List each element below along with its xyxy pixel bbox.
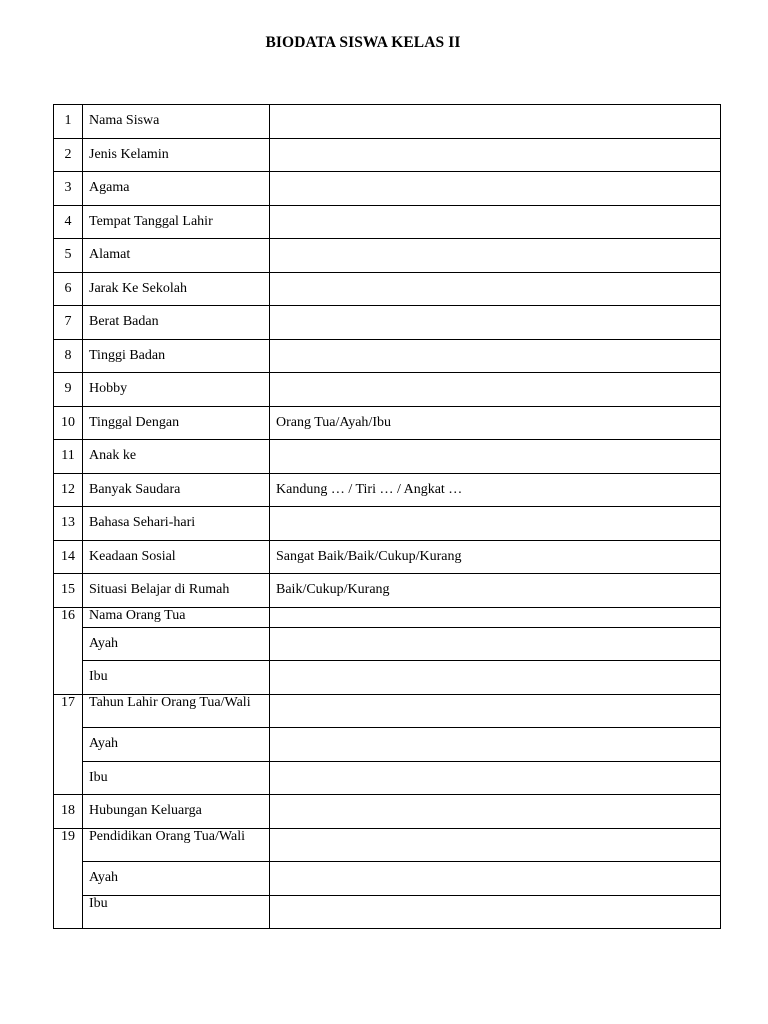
table-row [54, 373, 721, 407]
row-label: Tinggi Badan [83, 339, 270, 373]
row-number: 17 [54, 694, 83, 795]
row-value-field[interactable] [270, 440, 721, 474]
table-row [54, 895, 721, 929]
row-value-field[interactable] [270, 828, 721, 862]
table-row [54, 574, 721, 608]
row-label: Bahasa Sehari-hari [83, 507, 270, 541]
row-label-ibu: Ibu [83, 661, 270, 695]
table-row [54, 406, 721, 440]
row-number: 1 [54, 105, 83, 139]
row-number: 12 [54, 473, 83, 507]
table-row [54, 862, 721, 896]
row-label-ayah: Ayah [83, 862, 270, 896]
row-number: 13 [54, 507, 83, 541]
row-value-field[interactable]: Orang Tua/Ayah/Ibu [270, 406, 721, 440]
row-label: Jarak Ke Sekolah [83, 272, 270, 306]
row-number: 19 [54, 828, 83, 929]
table-row [54, 105, 721, 139]
table-row [54, 661, 721, 695]
table-row [54, 694, 721, 728]
table-row [54, 828, 721, 862]
row-value-field[interactable] [270, 761, 721, 795]
document-title: BIODATA SISWA KELAS II [265, 34, 461, 51]
table-row [54, 306, 721, 340]
row-label: Situasi Belajar di Rumah [83, 574, 270, 608]
row-label: Hubungan Keluarga [83, 795, 270, 829]
row-label: Agama [83, 172, 270, 206]
table-row [54, 540, 721, 574]
row-label: Tempat Tanggal Lahir [83, 205, 270, 239]
row-number: 16 [54, 607, 83, 694]
group-header-label: Nama Orang Tua [83, 607, 270, 627]
row-label: Tinggal Dengan [83, 406, 270, 440]
row-label-ibu: Ibu [83, 761, 270, 795]
group-header-label: Tahun Lahir Orang Tua/Wali [83, 694, 270, 728]
table-row [54, 239, 721, 273]
row-value-field[interactable]: Baik/Cukup/Kurang [270, 574, 721, 608]
row-value-field[interactable] [270, 507, 721, 541]
row-number: 15 [54, 574, 83, 608]
row-value-field[interactable] [270, 138, 721, 172]
biodata-table [53, 104, 721, 929]
row-label: Anak ke [83, 440, 270, 474]
row-number: 11 [54, 440, 83, 474]
row-value-field[interactable] [270, 627, 721, 661]
row-number: 8 [54, 339, 83, 373]
row-number: 2 [54, 138, 83, 172]
row-number: 10 [54, 406, 83, 440]
row-value-field[interactable]: Sangat Baik/Baik/Cukup/Kurang [270, 540, 721, 574]
table-row [54, 761, 721, 795]
row-value-field[interactable] [270, 373, 721, 407]
row-value-field[interactable]: Kandung … / Tiri … / Angkat … [270, 473, 721, 507]
row-label-ayah: Ayah [83, 627, 270, 661]
table-row [54, 172, 721, 206]
row-value-field[interactable] [270, 272, 721, 306]
row-number: 4 [54, 205, 83, 239]
row-number: 3 [54, 172, 83, 206]
row-label: Nama Siswa [83, 105, 270, 139]
table-row [54, 473, 721, 507]
row-number: 14 [54, 540, 83, 574]
row-label: Banyak Saudara [83, 473, 270, 507]
table-row [54, 627, 721, 661]
row-value-field[interactable] [270, 239, 721, 273]
table-row [54, 205, 721, 239]
row-value-field[interactable] [270, 661, 721, 695]
row-label-ayah: Ayah [83, 728, 270, 762]
row-value-field[interactable] [270, 306, 721, 340]
row-value-field[interactable] [270, 895, 721, 929]
row-value-field[interactable] [270, 694, 721, 728]
row-label: Jenis Kelamin [83, 138, 270, 172]
row-label: Hobby [83, 373, 270, 407]
table-row [54, 440, 721, 474]
row-number: 7 [54, 306, 83, 340]
table-row [54, 138, 721, 172]
row-value-field[interactable] [270, 205, 721, 239]
table-row [54, 728, 721, 762]
table-row [54, 507, 721, 541]
row-number: 5 [54, 239, 83, 273]
row-value-field[interactable] [270, 105, 721, 139]
table-row [54, 607, 721, 627]
row-number: 9 [54, 373, 83, 407]
row-number: 18 [54, 795, 83, 829]
group-header-label: Pendidikan Orang Tua/Wali [83, 828, 270, 862]
row-label: Alamat [83, 239, 270, 273]
row-label: Keadaan Sosial [83, 540, 270, 574]
row-value-field[interactable] [270, 607, 721, 627]
row-label-ibu: Ibu [83, 895, 270, 929]
row-value-field[interactable] [270, 862, 721, 896]
row-value-field[interactable] [270, 728, 721, 762]
row-value-field[interactable] [270, 795, 721, 829]
row-value-field[interactable] [270, 172, 721, 206]
row-value-field[interactable] [270, 339, 721, 373]
table-row [54, 272, 721, 306]
row-number: 6 [54, 272, 83, 306]
table-row [54, 339, 721, 373]
row-label: Berat Badan [83, 306, 270, 340]
table-row [54, 795, 721, 829]
